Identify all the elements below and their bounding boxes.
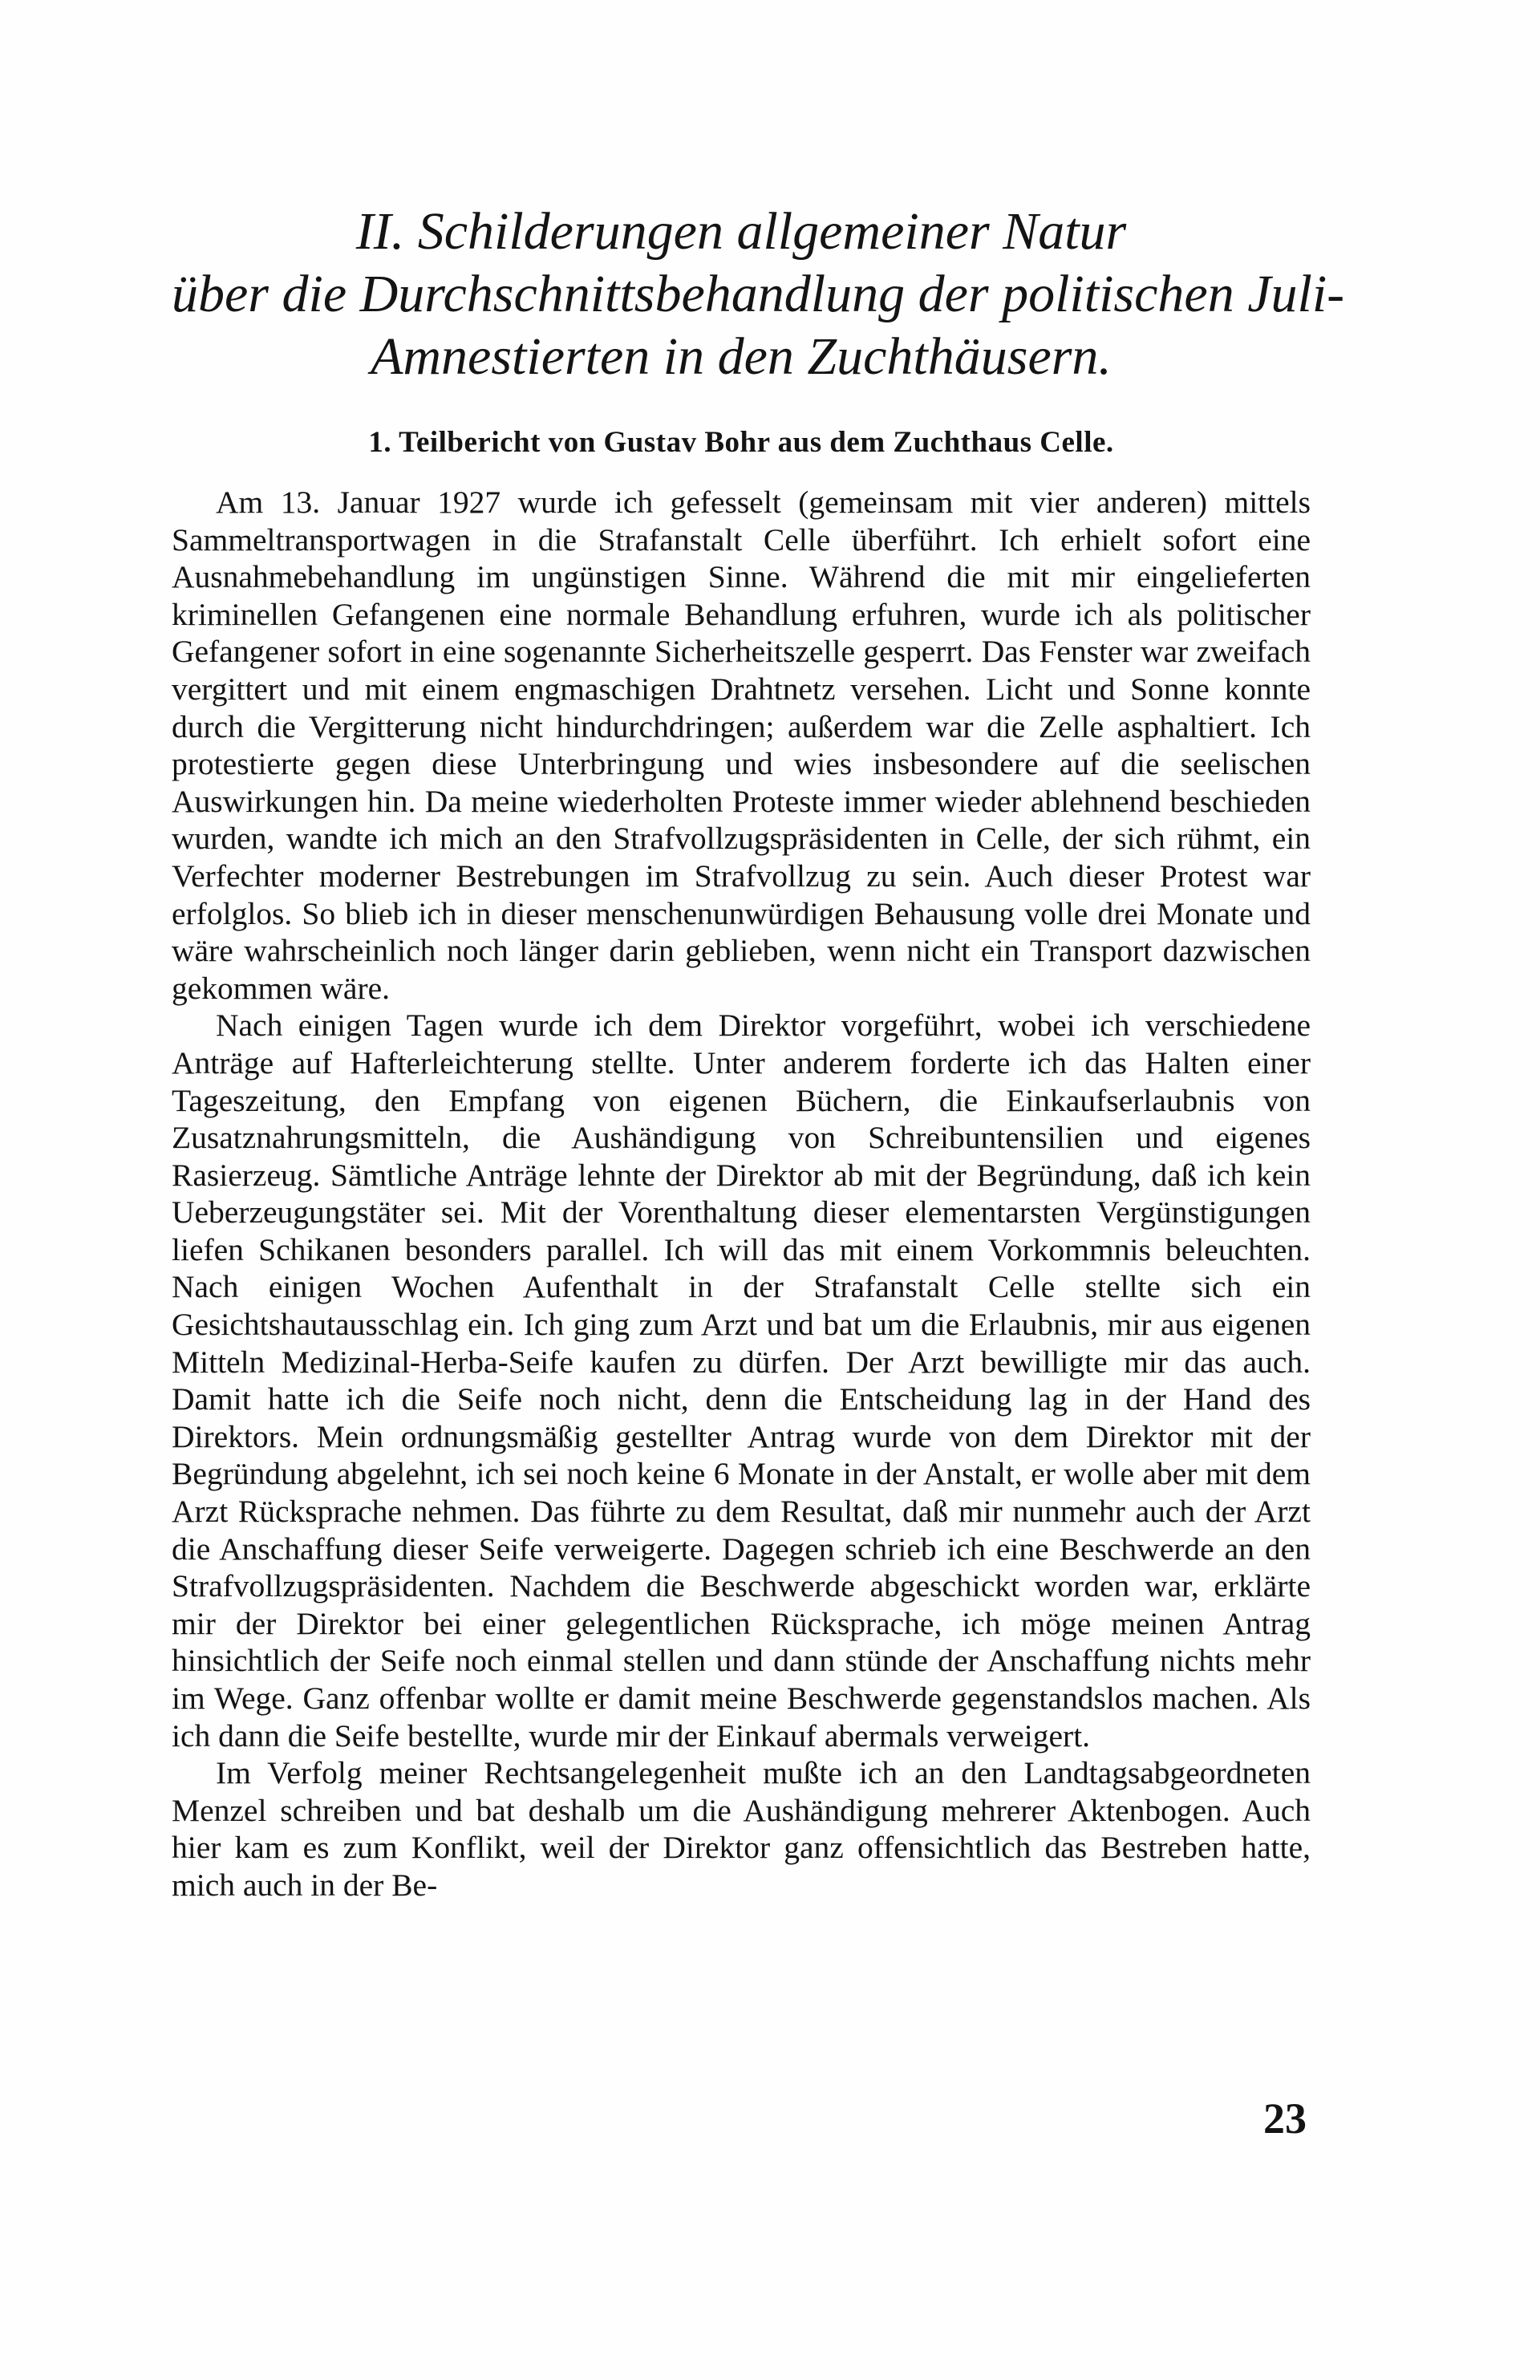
heading-line-1: II. Schilderungen allgemeiner Natur — [355, 202, 1127, 261]
page-number: 23 — [1263, 2094, 1307, 2143]
report-subheading: 1. Teilbericht von Gustav Bohr aus dem Zuchthaus Celle. — [368, 426, 1114, 459]
heading-line-3: Amnestierten in den Zuchthäusern. — [371, 327, 1112, 386]
paragraph-1: Am 13. Januar 1927 wurde ich gefesselt (gemeinsam mit vier anderen) mittels Sammeltransportwagen in die Strafanstalt Celle überführt. Ich erhielt sofort eine Ausnahmebehandlung im ungünstigen Sinne. Während die mit mir eingelieferten kriminellen Gefangenen eine normale Behandlung erfuhren, wurde ich als politischer Gefangener sofort in eine sogenannte Sicherheitszelle gesperrt. Das Fenster war zweifach vergittert und mit einem engmaschigen Drahtnetz versehen. Licht und Sonne konnte durch die Vergitterung nicht hindurchdringen; außerdem war die Zelle asphaltiert. Ich protestierte gegen diese Unterbringung und wies insbesondere auf die seelischen Auswirkungen hin. Da meine wiederholten Proteste immer wieder ablehnend beschieden wurden, wandte ich mich an den Strafvollzugspräsidenten in Celle, der sich rühmt, ein Verfechter moderner Bestrebungen im Strafvollzug zu sein. Auch dieser Protest war erfolglos. So blieb ich in dieser menschenunwürdigen Behausung volle drei Monate und wäre wahrscheinlich noch länger darin geblieben, wenn nicht ein Transport dazwischen gekommen wäre. — [172, 485, 1311, 1006]
heading-line-2: über die Durchschnittsbehandlung der politischen Juli- — [172, 265, 1345, 323]
paragraph-2: Nach einigen Tagen wurde ich dem Direktor vorgeführt, wobei ich verschiedene Anträge auf Hafterleichterung stellte. Unter anderem forderte ich das Halten einer Tageszeitung, den Empfang von eigenen Büchern, die Einkaufserlaubnis von Zusatznahrungsmitteln, die Aushändigung von Schreibuntensilien und eigenes Rasierzeug. Sämtliche Anträge lehnte der Direktor ab mit der Begründung, daß ich kein Ueberzeugungstäter sei. Mit der Vorenthaltung dieser elementarsten Vergünstigungen liefen Schikanen besonders parallel. Ich will das mit einem Vorkommnis beleuchten. Nach einigen Wochen Aufenthalt in der Strafanstalt Celle stellte sich ein Gesichtshautausschlag ein. Ich ging zum Arzt und bat um die Erlaubnis, mir aus eigenen Mitteln Medizinal-Herba-Seife kaufen zu dürfen. Der Arzt bewilligte mir das auch. Damit hatte ich die Seife noch nicht, denn die Entscheidung lag in der Hand des Direktors. Mein ordnungsmäßig gestellter Antrag wurde von dem Direktor mit der Begründung abgelehnt, ich sei noch keine 6 Monate in der Anstalt, er wolle aber mit dem Arzt Rücksprache nehmen. Das führte zu dem Resultat, daß mir nunmehr auch der Arzt die Anschaffung dieser Seife verweigerte. Dagegen schrieb ich eine Beschwerde an den Strafvollzugspräsidenten. Nachdem die Beschwerde abgeschickt worden war, erklärte mir der Direktor bei einer gelegentlichen Rücksprache, ich möge meinen Antrag hinsichtlich der Seife noch einmal stellen und dann stünde der Anschaffung nichts mehr im Wege. Ganz offenbar wollte er damit meine Beschwerde gegenstandslos machen. Als ich dann die Seife bestellte, wurde mir der Einkauf abermals verweigert. — [172, 1008, 1311, 1754]
section-heading — [172, 201, 1345, 388]
page-text-block — [172, 201, 1345, 1904]
paragraph-3: Im Verfolg meiner Rechtsangelegenheit mußte ich an den Landtagsabgeordneten Menzel schreiben und bat deshalb um die Aushändigung mehrerer Aktenbogen. Auch hier kam es zum Konflikt, weil der Direktor ganz offensichtlich das Bestreben hatte, mich auch in der Be- — [172, 1755, 1311, 1903]
